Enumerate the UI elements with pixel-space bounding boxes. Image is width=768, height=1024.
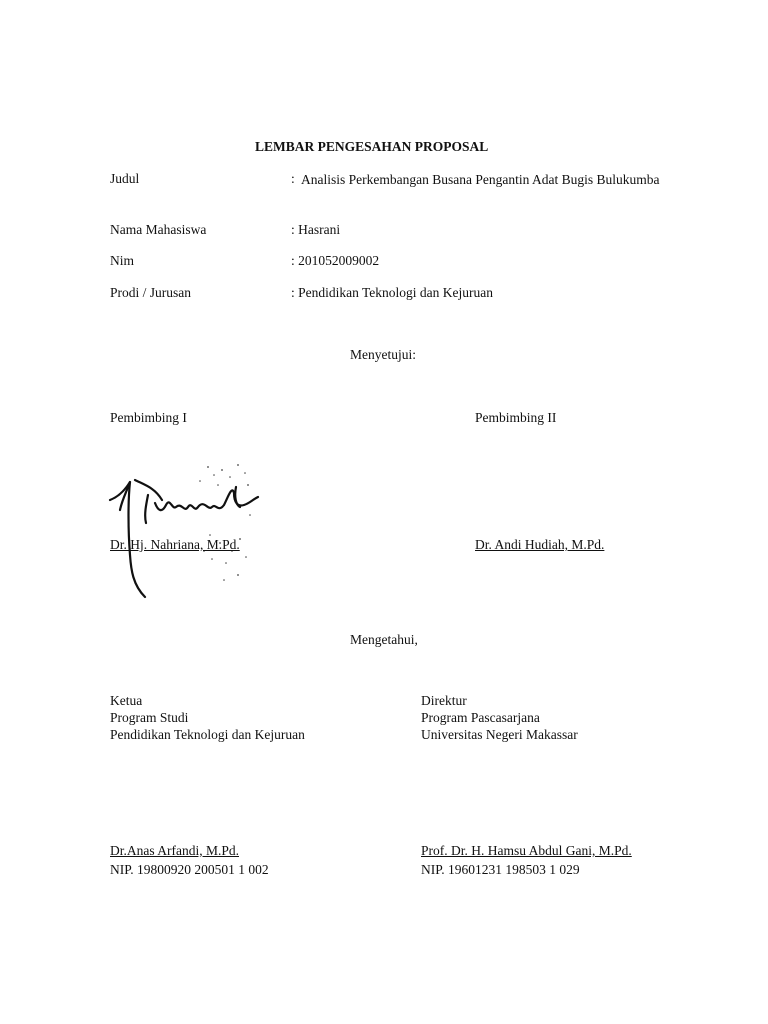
document-title: LEMBAR PENGESAHAN PROPOSAL <box>255 139 489 154</box>
direktur-program: Program Pascasarjana <box>421 710 540 725</box>
judul-label: Judul <box>110 171 140 186</box>
nama-mahasiswa-value: : Hasrani <box>291 222 341 237</box>
ketua-nip: NIP. 19800920 200501 1 002 <box>110 862 269 877</box>
nim-value: : 201052009002 <box>291 253 380 268</box>
direktur-title: Direktur <box>421 693 467 708</box>
direktur-nip: NIP. 19601231 198503 1 029 <box>421 862 580 877</box>
nama-mahasiswa-label: Nama Mahasiswa <box>110 222 207 237</box>
pembimbing-1-role: Pembimbing I <box>110 410 187 425</box>
direktur-institution: Universitas Negeri Makassar <box>421 727 578 742</box>
ketua-program: Program Studi <box>110 710 189 725</box>
judul-value: Analisis Perkembangan Busana Pengantin Adat Bugis Bulukumba <box>301 172 660 187</box>
pembimbing-2-name: Dr. Andi Hudiah, M.Pd. <box>475 537 605 552</box>
nim-label: Nim <box>110 253 135 268</box>
prodi-label: Prodi / Jurusan <box>110 285 191 300</box>
prodi-value: : Pendidikan Teknologi dan Kejuruan <box>291 285 494 300</box>
approval-heading: Menyetujui: <box>350 347 416 362</box>
pembimbing-1-name: Dr. Hj. Nahriana, M.Pd. <box>110 537 240 552</box>
judul-colon: : <box>291 171 295 186</box>
ketua-title: Ketua <box>110 693 143 708</box>
ketua-name: Dr.Anas Arfandi, M.Pd. <box>110 843 239 858</box>
pembimbing-2-role: Pembimbing II <box>475 410 557 425</box>
acknowledgement-heading: Mengetahui, <box>350 632 418 647</box>
handwritten-signature <box>100 455 260 605</box>
direktur-name: Prof. Dr. H. Hamsu Abdul Gani, M.Pd. <box>421 843 632 858</box>
ketua-department: Pendidikan Teknologi dan Kejuruan <box>110 727 305 742</box>
